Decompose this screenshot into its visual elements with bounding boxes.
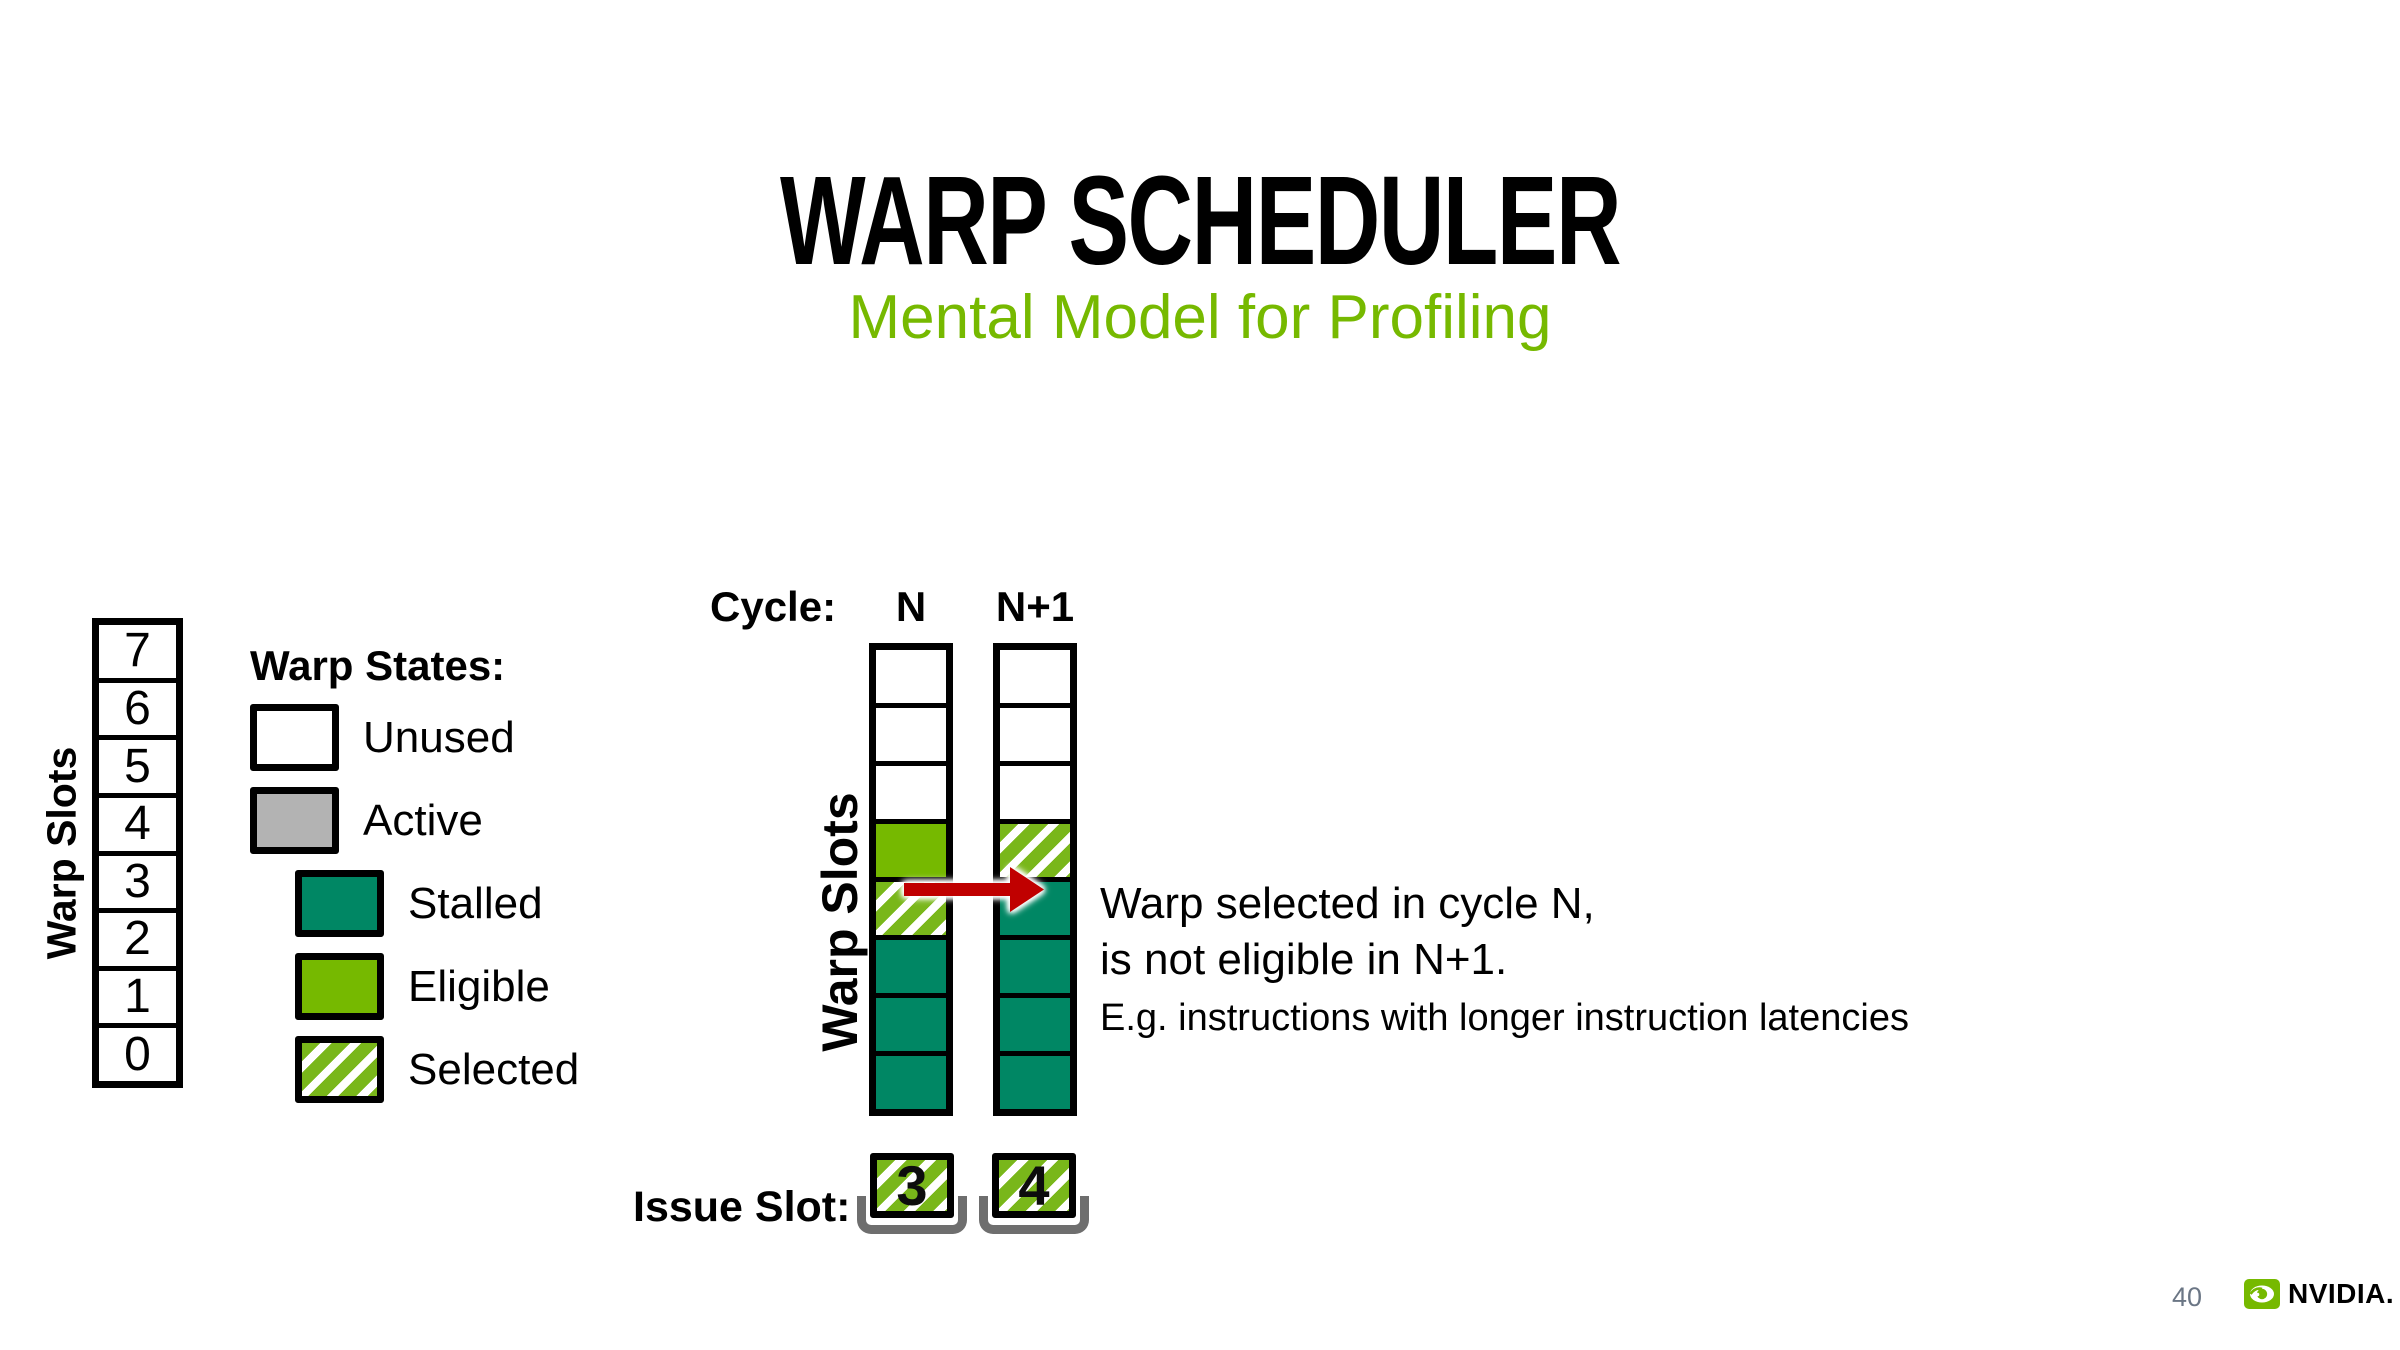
selected-to-stalled-arrow-icon: [860, 855, 1080, 925]
warp-cell-unused: [876, 761, 946, 819]
legend-row-stalled: [295, 870, 720, 937]
legend-label-active: Active: [363, 795, 483, 845]
legend-rows: [250, 704, 720, 1103]
warp-cell-stalled: [876, 993, 946, 1051]
annotation-line3: E.g. instructions with longer instruction latencies: [1100, 997, 1909, 1039]
cycle-column-0: [869, 583, 953, 1116]
warp-slot-cell: 1: [99, 966, 176, 1024]
nvidia-logo: [2244, 1278, 2394, 1310]
legend-row-eligible: [295, 953, 720, 1020]
legend-label-selected: Selected: [408, 1044, 580, 1094]
cycle-column-1: [993, 583, 1077, 1116]
cycle-column-header: N+1: [995, 583, 1075, 630]
warp-slot-cell: 2: [99, 908, 176, 966]
warp-states-legend: [250, 642, 720, 1119]
legend-label-eligible: Eligible: [408, 961, 550, 1011]
warp-slot-cell: 7: [99, 625, 176, 678]
annotation-line1: Warp selected in cycle N,: [1100, 879, 1595, 928]
legend-swatch-unused: [250, 704, 339, 771]
legend-swatch-eligible: [295, 953, 384, 1020]
warp-slot-cell: 4: [99, 793, 176, 851]
legend-label-stalled: Stalled: [408, 878, 543, 928]
page-title: WARP SCHEDULER: [779, 150, 1621, 291]
warp-slots-axis-label: Warp Slots: [38, 746, 85, 960]
warp-slot-cell: 5: [99, 735, 176, 793]
cycle-warp-slots-label: Warp Slots: [812, 792, 868, 1052]
warp-cell-unused: [1000, 761, 1070, 819]
legend-swatch-stalled: [295, 870, 384, 937]
legend-title: Warp States:: [250, 642, 506, 689]
legend-swatch-selected: [295, 1036, 384, 1103]
page-subtitle: Mental Model for Profiling: [848, 283, 1552, 352]
page-number: 40: [2172, 1282, 2203, 1312]
legend-row-active: [250, 787, 720, 854]
warp-cell-unused: [1000, 703, 1070, 761]
warp-cell-stalled: [1000, 1051, 1070, 1109]
warp-cell-stalled: [1000, 993, 1070, 1051]
warp-cell-stalled: [876, 935, 946, 993]
issue-slot-value-n1: 4: [992, 1153, 1076, 1218]
cycle-column-header: N: [895, 583, 927, 630]
legend-row-selected: [295, 1036, 720, 1103]
issue-slot-value-n: 3: [870, 1153, 954, 1218]
nvidia-eye-icon: [2244, 1279, 2280, 1309]
nvidia-wordmark: NVIDIA.: [2288, 1278, 2395, 1309]
warp-slot-cell: 6: [99, 678, 176, 736]
annotation-line2: is not eligible in N+1.: [1100, 935, 1508, 984]
warp-cell-stalled: [1000, 935, 1070, 993]
warp-slot-stack: [92, 618, 183, 1088]
warp-cell-unused: [876, 650, 946, 703]
warp-slot-cell: 0: [99, 1023, 176, 1081]
warp-cell-unused: [1000, 650, 1070, 703]
legend-label-unused: Unused: [363, 712, 515, 762]
issue-slot-label: Issue Slot:: [633, 1183, 851, 1231]
warp-slot-cell: 3: [99, 851, 176, 909]
legend-swatch-active: [250, 787, 339, 854]
cycle-label: Cycle:: [710, 583, 837, 630]
warp-cell-stalled: [876, 1051, 946, 1109]
warp-cell-unused: [876, 703, 946, 761]
legend-row-unused: [250, 704, 720, 771]
annotation-text: [1100, 876, 1909, 1044]
